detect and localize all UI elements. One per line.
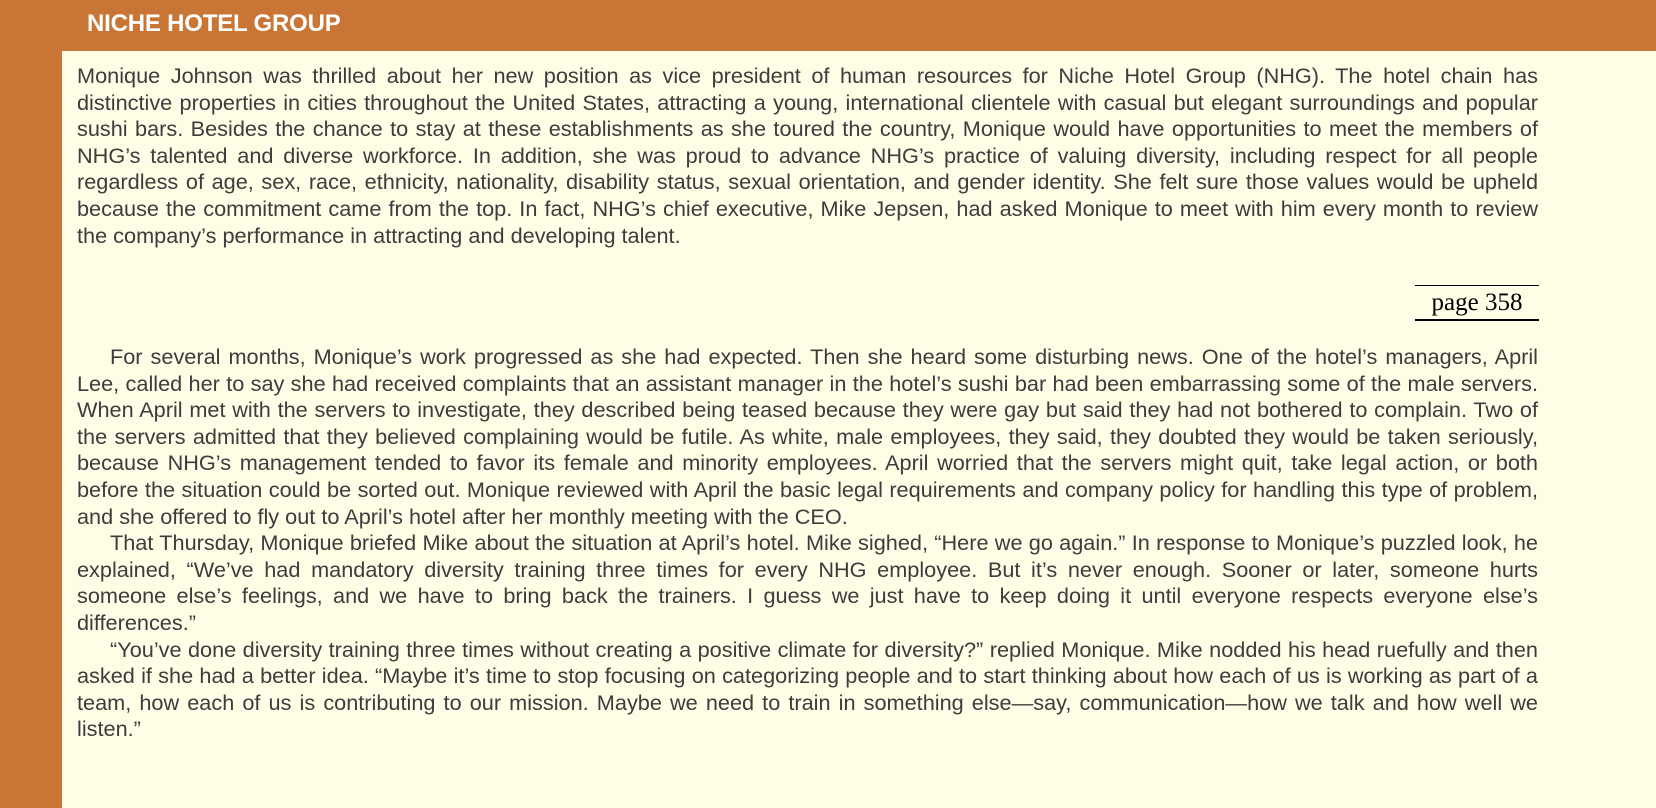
case-body: [77, 344, 1538, 743]
body-paragraph: For several months, Monique’s work progressed as she had expected. Then she heard some disturbing news. One of the hotel’s managers, April Lee, called her to say she had received complaints that an assistant manager in the hotel’s sushi bar had been embarrassing some of the male servers. When April met with the servers to investigate, they described being teased because they were gay but said they had not bothered to complain. Two of the servers admitted that they believed complaining would be futile. As white, male employees, they said, they doubted they would be taken seriously, because NHG’s management tended to favor its female and minority employees. April worried that the servers might quit, take legal action, or both before the situation could be sorted out. Monique reviewed with April the basic legal requirements and company policy for handling this type of problem, and she offered to fly out to April’s hotel after her monthly meeting with the CEO.: [77, 344, 1538, 529]
intro-paragraph: Monique Johnson was thrilled about her new position as vice president of human resources for Niche Hotel Group (NHG). The hotel chain has distinctive properties in cities throughout the United States, attracting a young, international clientele with casual but elegant surroundings and popular sushi bars. Besides the chance to stay at these establishments as she toured the country, Monique would have opportunities to meet the members of NHG’s talented and diverse workforce. In addition, she was proud to advance NHG’s practice of valuing diversity, including respect for all people regardless of age, sex, race, ethnicity, nationality, disability status, sexual orientation, and gender identity. She felt sure those values would be upheld because the commitment came from the top. In fact, NHG’s chief executive, Mike Jepsen, had asked Monique to meet with him every month to review the company’s performance in attracting and developing talent.: [77, 63, 1538, 248]
body-paragraph: “You’ve done diversity training three times without creating a positive climate for diversity?” replied Monique. Mike nodded his head ruefully and then asked if she had a better idea. “Maybe it’s time to stop focusing on categorizing people and to start thinking about how each of us is working as part of a team, how each of us is contributing to our mission. Maybe we need to train in something else—say, communication—how we talk and how well we listen.”: [77, 636, 1538, 742]
case-header: [0, 0, 1656, 48]
case-title: NICHE HOTEL GROUP: [87, 10, 341, 37]
page-number-marker: page 358: [1415, 285, 1539, 321]
body-paragraph: That Thursday, Monique briefed Mike about the situation at April’s hotel. Mike sighed, “Here we go again.” In response to Monique’s puzzled look, he explained, “We’ve had mandatory diversity training three times for every NHG employee. But it’s never enough. Sooner or later, someone hurts someone else’s feelings, and we have to bring back the trainers. I guess we just have to keep doing it until everyone respects everyone else’s differences.”: [77, 530, 1538, 635]
